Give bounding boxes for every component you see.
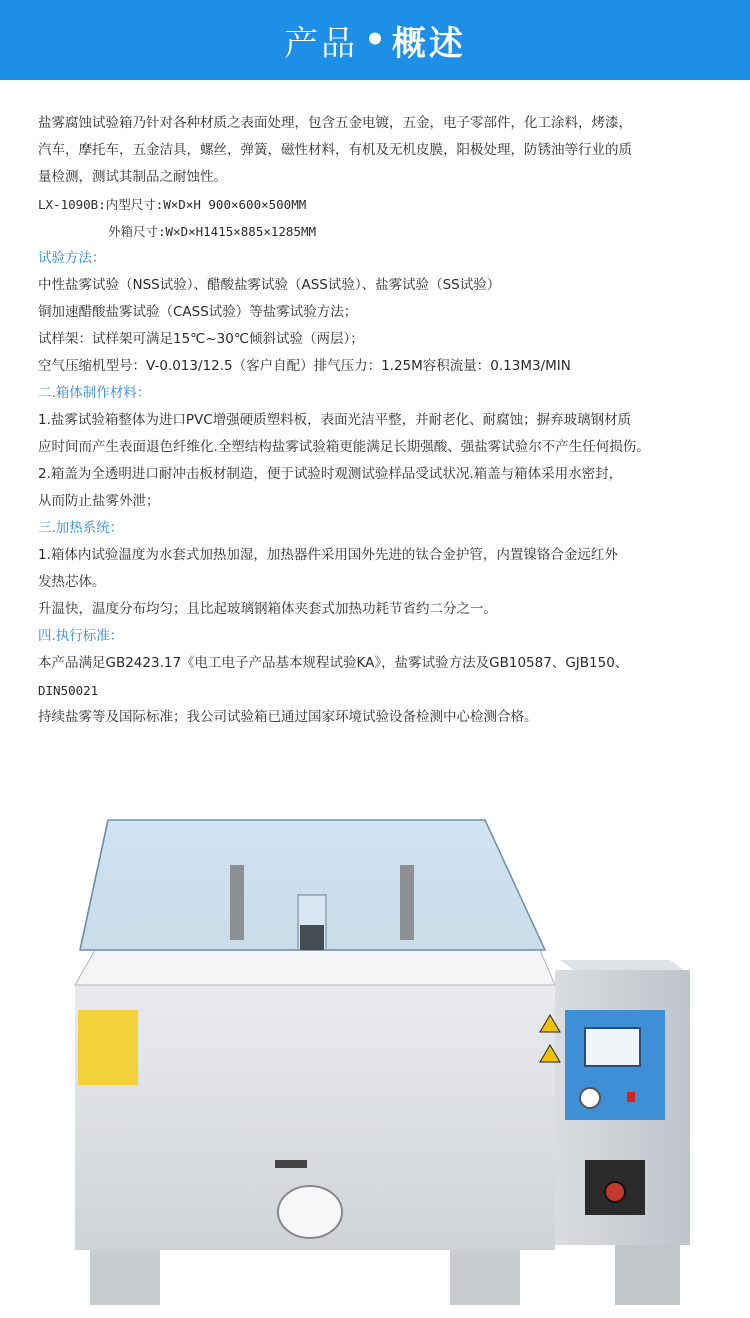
section2-line: 从而防止盐雾外泄； <box>38 493 160 509</box>
section2-line: 2.箱盖为全透明进口耐冲击板材制造，便于试验时观测试验样品受试状况.箱盖与箱体采用水密封， <box>38 466 623 482</box>
control-box-leg <box>615 1240 680 1305</box>
warning-label <box>78 1010 138 1085</box>
overview-text <box>38 110 718 731</box>
pressure-gauge-icon <box>580 1088 600 1108</box>
sample-rack-post <box>230 865 244 940</box>
control-screen <box>585 1028 640 1066</box>
section4-line: DIN50021 <box>38 683 99 698</box>
chamber-leg <box>90 1250 160 1305</box>
test-methods-line: 空气压缩机型号：V-0.013/12.5（客户自配）排气压力：1.25M容积流量：0.13M3/MIN <box>38 358 571 374</box>
section2-line: 1.盐雾试验箱整体为进口PVC增强硬质塑料板，表面光洁平整，并耐老化、耐腐蚀；摒弃玻璃钢材质 <box>38 412 632 428</box>
power-switch-icon <box>627 1092 635 1102</box>
sleeve-port <box>278 1186 342 1238</box>
intro-line: 汽车，摩托车，五金洁具，螺丝，弹簧，磁性材料，有机及无机皮膜，阳极处理，防锈油等行业的质 <box>38 142 632 158</box>
intro-line: 量检测，测试其制品之耐蚀性。 <box>38 169 227 185</box>
test-methods-heading: 试验方法： <box>38 250 106 266</box>
test-methods-line: 中性盐雾试验（NSS试验）、醋酸盐雾试验（ASS试验）、盐雾试验（SS试验） <box>38 277 501 293</box>
section3-line: 发热芯体。 <box>38 574 106 590</box>
chamber-tray <box>75 950 555 985</box>
spec-outer-size: 外箱尺寸:W×D×H1415×885×1285MM <box>108 224 317 239</box>
banner-title-light: 产品 <box>284 23 359 64</box>
spec-inner-size: LX-1090B:内型尺寸:W×D×H 900×600×500MM <box>38 197 307 212</box>
section4-line: 本产品满足GB2423.17《电工电子产品基本规程试验KA》，盐雾试验方法及GB10587、GJB150、 <box>38 655 629 671</box>
sample-rack-post <box>400 865 414 940</box>
section4-line: 持续盐雾等及国际标准；我公司试验箱已通过国家环境试验设备检测中心检测合格。 <box>38 709 538 725</box>
section3-heading: 三.加热系统： <box>38 520 124 536</box>
knob-icon <box>605 1182 625 1202</box>
section2-line: 应时间而产生表面退色纤维化.全塑结构盐雾试验箱更能满足长期强酸、强盐雾试验尔不产生任何损伤。 <box>38 439 650 455</box>
test-methods-line: 铜加速醋酸盐雾试验（CASS试验）等盐雾试验方法； <box>38 304 358 320</box>
intro-line: 盐雾腐蚀试验箱乃针对各种材质之表面处理，包含五金电镀，五金，电子零部件，化工涂料，烤漆， <box>38 115 632 131</box>
test-methods-line: 试样架：试样架可满足15℃~30℃倾斜试验（两层）； <box>38 331 364 347</box>
chamber-leg <box>450 1250 520 1305</box>
salt-spray-chamber-photo <box>60 800 700 1310</box>
section3-line: 升温快，温度分布均匀；且比起玻璃钢箱体夹套式加热功耗节省约二分之一。 <box>38 601 497 617</box>
header-banner <box>0 0 750 80</box>
spray-tower-base <box>300 925 324 950</box>
section3-line: 1.箱体内试验温度为水套式加热加湿，加热器件采用国外先进的钛合金护管，内置镍铬合金远红外 <box>38 547 618 563</box>
banner-title-dot: • <box>364 20 386 60</box>
section4-heading: 四.执行标准： <box>38 628 124 644</box>
section2-heading: 二.箱体制作材料： <box>38 385 151 401</box>
banner-title-bold: 概述 <box>391 23 466 64</box>
nameplate <box>275 1160 307 1168</box>
